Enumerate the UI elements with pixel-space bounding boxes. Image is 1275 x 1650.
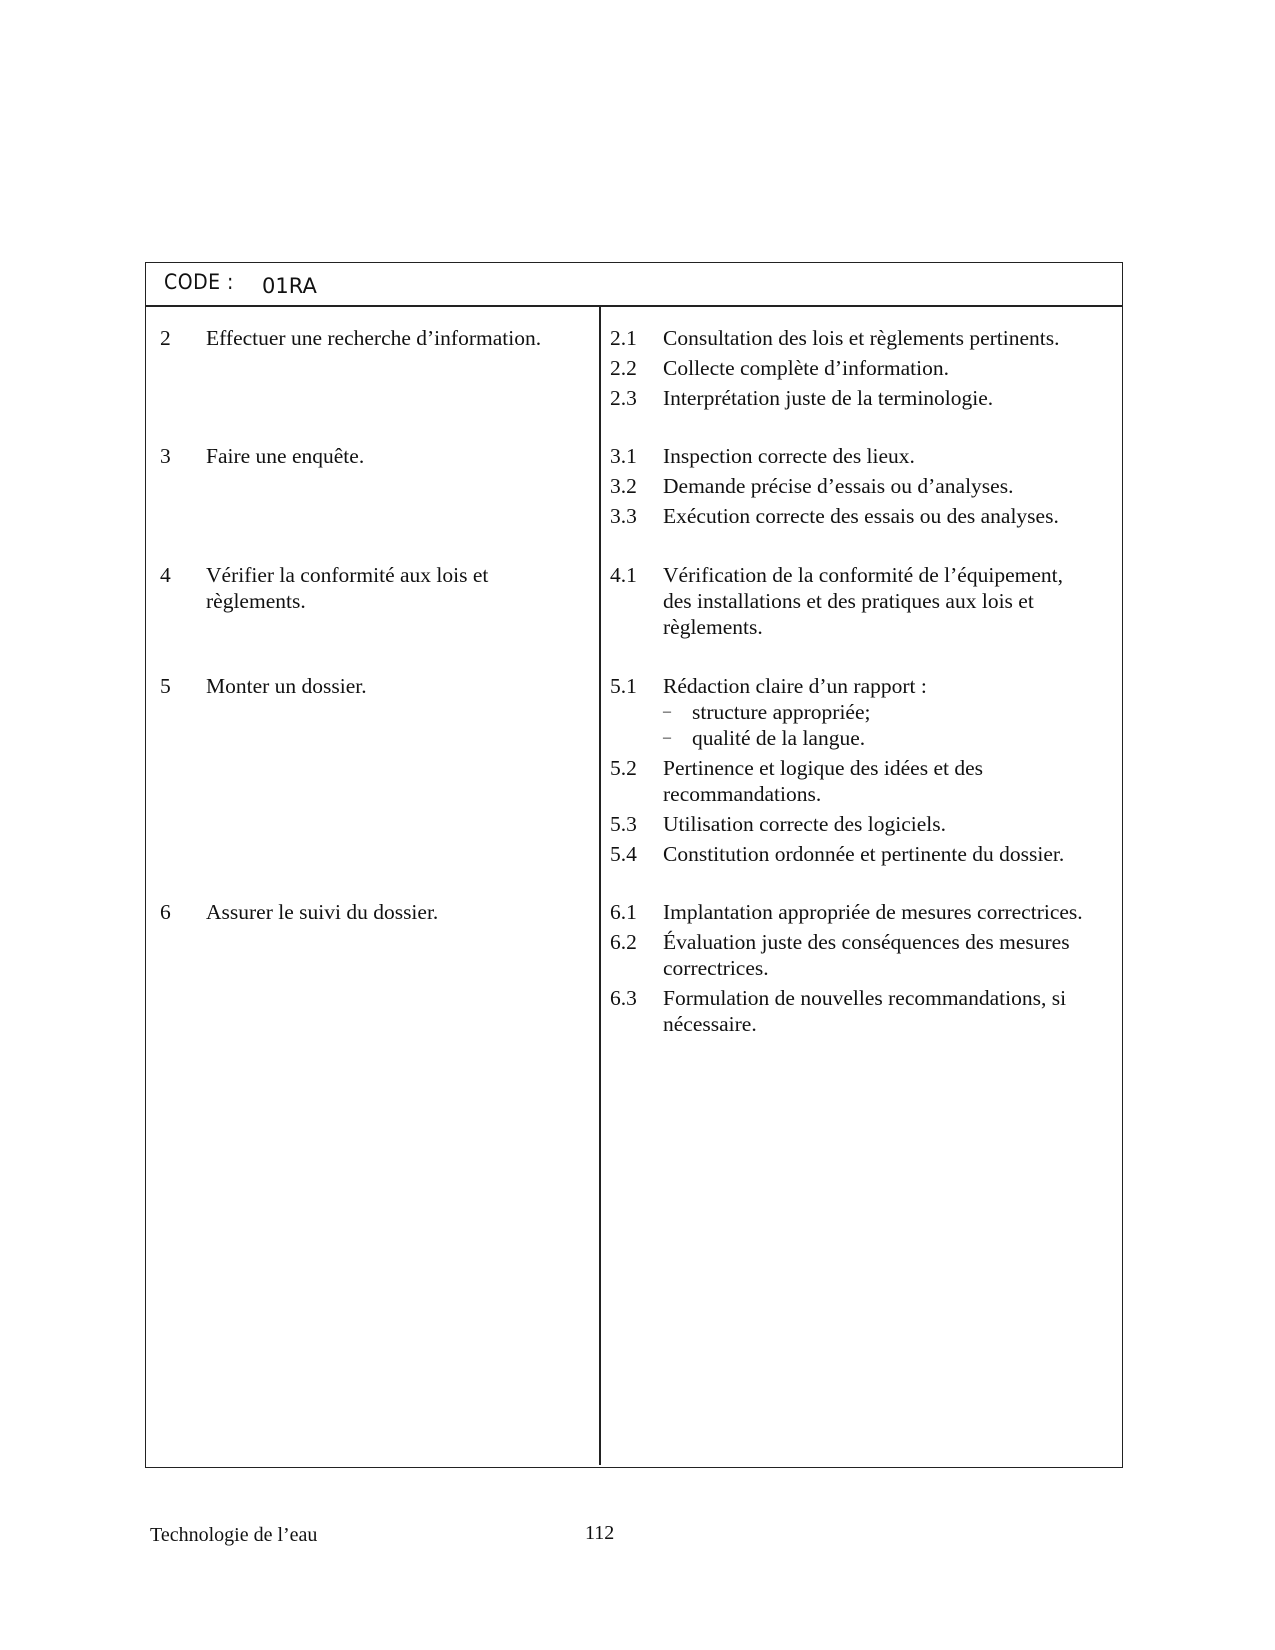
criterion-number: 6.2 [610,930,637,954]
criterion-item [610,325,1110,351]
criterion-text: Consultation des lois et règlements pertinents. [663,326,1060,350]
task-item [160,562,536,614]
criteria-group [610,899,1110,1041]
code-value: 01RA [262,274,317,298]
criterion-number: 5.4 [610,842,637,866]
criterion-item [610,503,1110,529]
task-item [160,325,626,351]
page-number: 112 [585,1522,615,1544]
subitem-text: qualité de la langue. [692,726,866,750]
task-item [160,673,626,699]
criterion-number: 5.2 [610,756,637,780]
criterion-number: 6.1 [610,900,637,924]
task-number: 6 [160,900,171,924]
criterion-subitem [610,699,1110,725]
criterion-text: Formulation de nouvelles recommandations, si nécessaire. [663,986,1067,1036]
criteria-group [610,562,1090,644]
criteria-group [610,443,1110,533]
criterion-text: Implantation appropriée de mesures correctrices. [663,900,1083,924]
criterion-text: Interprétation juste de la terminologie. [663,386,994,410]
criterion-text: Collecte complète d’information. [663,356,949,380]
task-item [160,443,626,469]
criterion-item [610,355,1110,381]
criterion-number: 4.1 [610,563,637,587]
criterion-text: Évaluation juste des conséquences des mesures correctrices. [663,930,1070,980]
criteria-group [610,673,1110,871]
criterion-subitem [610,725,1110,751]
task-number: 3 [160,444,171,468]
criterion-text: Exécution correcte des essais ou des analyses. [663,504,1059,528]
criterion-number: 3.2 [610,474,637,498]
criterion-number: 2.2 [610,356,637,380]
criterion-number: 5.1 [610,674,637,698]
criterion-item [610,899,1110,925]
competency-table [145,262,1123,1468]
criterion-text: Vérification de la conformité de l’équipement, des installations et des pratiques aux lois et règlements. [663,563,1063,639]
criterion-item [610,755,1003,807]
dash-bullet-icon: – [663,703,671,720]
criterion-item [610,811,1110,837]
criterion-item [610,673,1110,699]
column-divider [599,305,601,1465]
table-header [146,263,1122,307]
task-number: 4 [160,563,171,587]
task-number: 2 [160,326,171,350]
criteria-group [610,325,1110,415]
criterion-item [610,929,1123,981]
criterion-text: Inspection correcte des lieux. [663,444,915,468]
criterion-number: 5.3 [610,812,637,836]
criterion-number: 3.1 [610,444,637,468]
criterion-text: Constitution ordonnée et pertinente du dossier. [663,842,1065,866]
criterion-text: Utilisation correcte des logiciels. [663,812,946,836]
task-number: 5 [160,674,171,698]
criterion-number: 6.3 [610,986,637,1010]
task-item [160,899,626,925]
code-label: CODE : [164,270,234,294]
criterion-text: Pertinence et logique des idées et des recommandations. [663,756,984,806]
criterion-item [610,385,1110,411]
footer-title: Technologie de l’eau [150,1524,318,1546]
criterion-number: 2.3 [610,386,637,410]
task-text: Monter un dossier. [206,674,367,698]
dash-bullet-icon: – [663,729,671,746]
criterion-item [610,473,1110,499]
criterion-text: Demande précise d’essais ou d’analyses. [663,474,1014,498]
criterion-item [610,443,1110,469]
criterion-item [610,985,1123,1037]
criterion-item [610,841,1110,867]
criterion-item [610,562,1090,640]
criterion-number: 3.3 [610,504,637,528]
criterion-number: 2.1 [610,326,637,350]
task-text: Effectuer une recherche d’information. [206,326,542,350]
subitem-text: structure appropriée; [692,700,871,724]
task-text: Faire une enquête. [206,444,365,468]
task-text: Vérifier la conformité aux lois et règlements. [206,563,489,613]
task-text: Assurer le suivi du dossier. [206,900,439,924]
criterion-text: Rédaction claire d’un rapport : [663,674,927,698]
